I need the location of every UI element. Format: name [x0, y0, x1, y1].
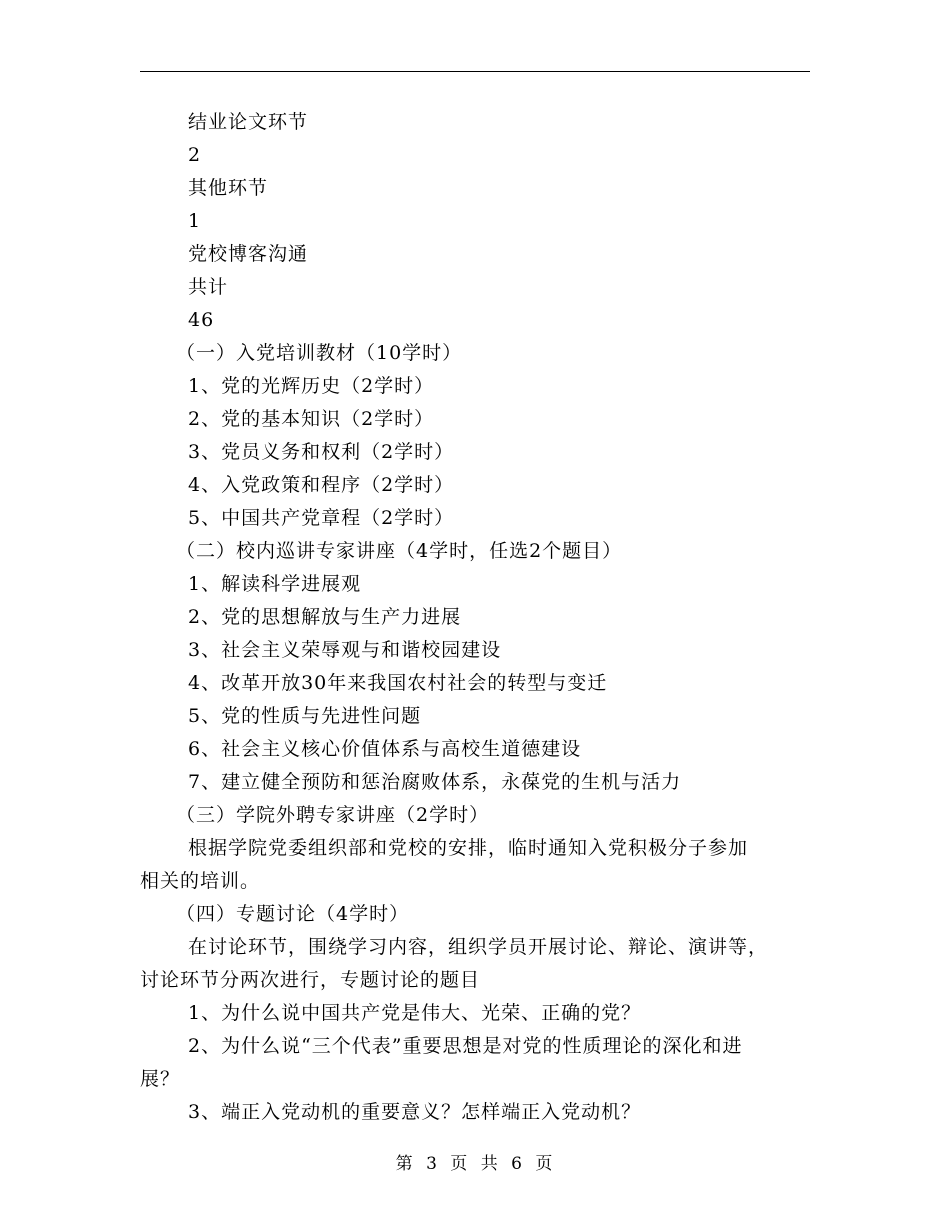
footer-total-unit: 页 [535, 1154, 555, 1174]
paragraph-line: 在讨论环节，围绕学习内容，组织学员开展讨论、辩论、演讲等， [188, 936, 769, 958]
line-other-hours: 1 [188, 210, 202, 232]
list-item: 5、中国共产党章程（2学时） [188, 507, 455, 529]
footer-total-label: 共 [480, 1154, 500, 1174]
line-other-section: 其他环节 [188, 177, 269, 199]
line-thesis-hours: 2 [188, 144, 202, 166]
list-item: 1、党的光辉历史（2学时） [188, 375, 435, 397]
heading-section-4: （四）专题讨论（4学时） [176, 903, 410, 925]
list-item: 1、解读科学进展观 [188, 573, 362, 595]
footer-page-unit: 页 [450, 1154, 470, 1174]
list-item: 3、社会主义荣辱观与和谐校园建设 [188, 639, 502, 661]
page-footer [0, 1152, 950, 1176]
document-body [140, 106, 812, 1129]
line-total-hours: 46 [188, 309, 215, 331]
footer-page-label: 第 [395, 1154, 415, 1174]
list-item: 4、改革开放30年来我国农村社会的转型与变迁 [188, 672, 608, 694]
header-rule [140, 71, 810, 72]
heading-section-3: （三）学院外聘专家讲座（2学时） [176, 804, 490, 826]
heading-section-1: （一）入党培训教材（10学时） [176, 342, 463, 364]
line-thesis-section: 结业论文环节 [188, 111, 309, 133]
paragraph-line: 相关的培训。 [140, 870, 261, 892]
line-total-label: 共计 [188, 276, 229, 298]
list-item: 3、党员义务和权利（2学时） [188, 441, 455, 463]
list-item: 2、党的基本知识（2学时） [188, 408, 435, 430]
list-item: 1、为什么说中国共产党是伟大、光荣、正确的党？ [188, 1002, 642, 1024]
list-item: 4、入党政策和程序（2学时） [188, 474, 455, 496]
list-item: 5、党的性质与先进性问题 [188, 705, 422, 727]
list-item: 2、党的思想解放与生产力进展 [188, 606, 462, 628]
footer-current-page: 3 [426, 1154, 439, 1174]
paragraph-line: 讨论环节分两次进行，专题讨论的题目 [140, 969, 481, 991]
paragraph-line: 根据学院党委组织部和党校的安排，临时通知入党积极分子参加 [188, 837, 749, 859]
heading-section-2: （二）校内巡讲专家讲座（4学时，任选2个题目） [176, 540, 623, 562]
footer-total-pages: 6 [511, 1154, 524, 1174]
list-item: 7、建立健全预防和惩治腐败体系，永葆党的生机与活力 [188, 771, 682, 793]
list-item-continuation: 展？ [140, 1068, 181, 1090]
line-blog-communication: 党校博客沟通 [188, 243, 309, 265]
list-item: 3、端正入党动机的重要意义？怎样端正入党动机？ [188, 1101, 642, 1123]
list-item: 2、为什么说“三个代表”重要思想是对党的性质理论的深化和进 [188, 1035, 743, 1057]
list-item: 6、社会主义核心价值体系与高校生道德建设 [188, 738, 582, 760]
